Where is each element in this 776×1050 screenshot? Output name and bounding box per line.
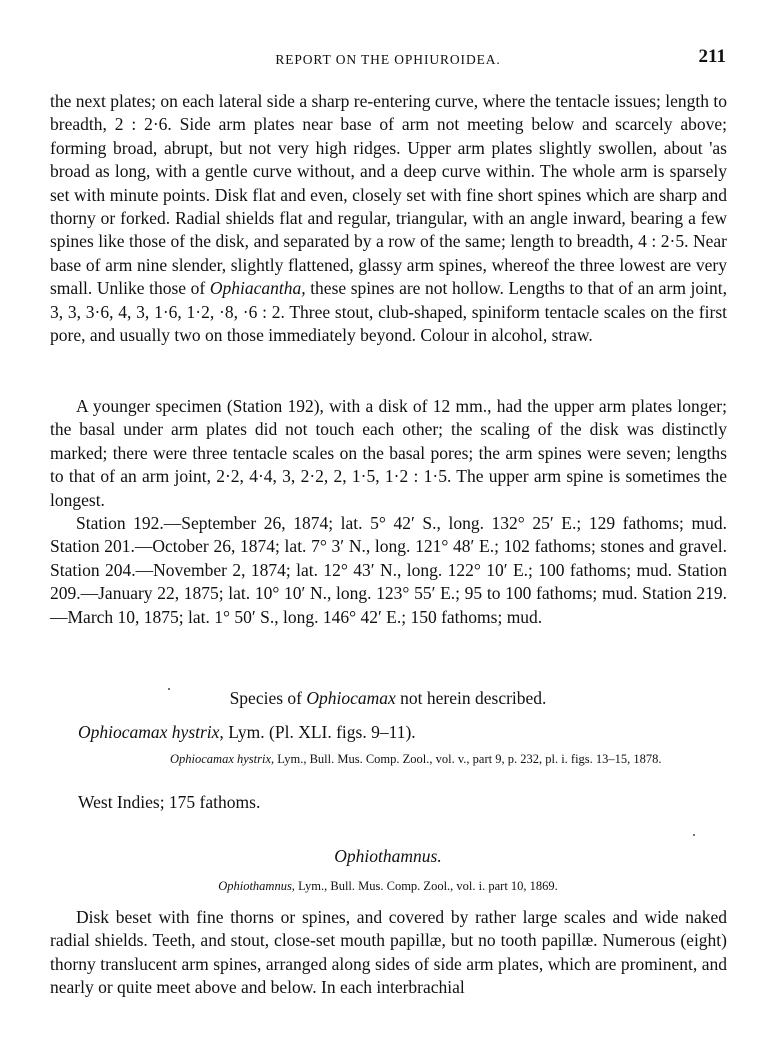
species-ref-name: Ophiocamax hystrix, [170,752,275,766]
description-paragraph [50,90,727,347]
page-number: 211 [698,46,726,67]
species-locality: West Indies; 175 fathoms. [78,792,261,812]
genus-ref-name: Ophiothamnus, [218,879,295,893]
section-heading-italic: Ophiocamax [306,688,396,708]
stations-paragraph: Station 192.—September 26, 1874; lat. 5° 42′ S., long. 132° 25′ E.; 129 fathoms; mud. Station 201.—October 26, 1874; lat. 7° 3′ N., long. 121° 48′ E.; 102 fathoms; stones and gravel. Station 204.—November 2, 1874; lat. 12° 43′ N., long. 122° 10′ E.; 100 fathoms; mud. Station 209.—January 22, 1875; lat. 10° 10′ N., long. 123° 55′ E.; 95 to 100 fathoms; mud. Station 219.—March 10, 1875; lat. 1° 50′ S., long. 146° 42′ E.; 150 fathoms; mud. [50,513,727,627]
description-text-b: these spines are not hollow. Lengths to that of an arm joint, 3, 3, 3·6, 4, 3, 1·6, 1·2, ·8, ·6 : 2. Three stout, club-shaped, spiniform tentacle scales on the first pore, and usually two on those immediately beyond. Colour in alcohol, straw. [50,278,728,346]
species-ref-text: Lym., Bull. Mus. Comp. Zool., vol. v., part 9, p. 232, pl. i. figs. 13–15, 1878. [274,752,662,766]
genus-description-paragraph: Disk beset with fine thorns or spines, and covered by rather large scales and wide naked radial shields. Teeth, and stout, close-set mouth papillæ, but no tooth papillæ. Numerous (eight) thorny translucent arm spines, arranged along sides of side arm plates, which are prominent, and nearly or quite meet above and below. In each interbrachial [50,907,727,998]
genus-ref-text: Lym., Bull. Mus. Comp. Zool., vol. i. part 10, 1869. [294,879,558,893]
species-bibliographic-reference [170,750,751,768]
younger-specimen-paragraph: A younger specimen (Station 192), with a disk of 12 mm., had the upper arm plates longer; the basal under arm plates did not touch each other; the scaling of the disk was distinctly marked; there were three tentacle scales on the basal pores; the arm spines were seven; lengths to that of an arm joint, 2·2, 4·4, 3, 2·2, 2, 1·5, 1·2 : 1·5. The upper arm spine is sometimes the longest. [50,396,727,510]
section-heading [0,688,776,709]
running-title: REPORT ON THE OPHIUROIDEA. [275,52,501,67]
page-header [0,46,776,76]
species-title [78,722,416,743]
description-text-a: the next plates; on each lateral side a sharp re-entering curve, where the tentacle issues; length to breadth, 2 : 2·6. Side arm plates near base of arm not meeting below and scarcely above; forming broad, abrupt, but not very high ridges. Upper arm plates slightly swollen, about 'as broad as long, with a gentle curve without, and a deep curve within. The whole arm is sparsely set with minute points. Disk flat and even, closely set with fine short spines which are sharp and thorny or forked. Radial shields flat and regular, triangular, with an angle inward, bearing a few spines like those of the disk, and separated by a row of the same; length to breadth, 4 : 2·5. Near base of arm nine slender, slightly flattened, glassy arm spines, whereof the three lowest are very small. Unlike those of [50,91,727,299]
genus-heading [0,846,776,867]
genus-title: Ophiothamnus. [334,846,442,866]
genus-bibliographic-reference [0,877,776,895]
section-heading-pre: Species of [229,688,307,708]
section-heading-post: not herein described. [395,688,547,708]
species-name: Ophiocamax hystrix, [78,722,224,742]
genus-reference-italic: Ophiacantha, [209,278,306,299]
species-plate-ref: Lym. (Pl. XLI. figs. 9–11). [223,722,416,742]
print-speck [693,834,695,836]
